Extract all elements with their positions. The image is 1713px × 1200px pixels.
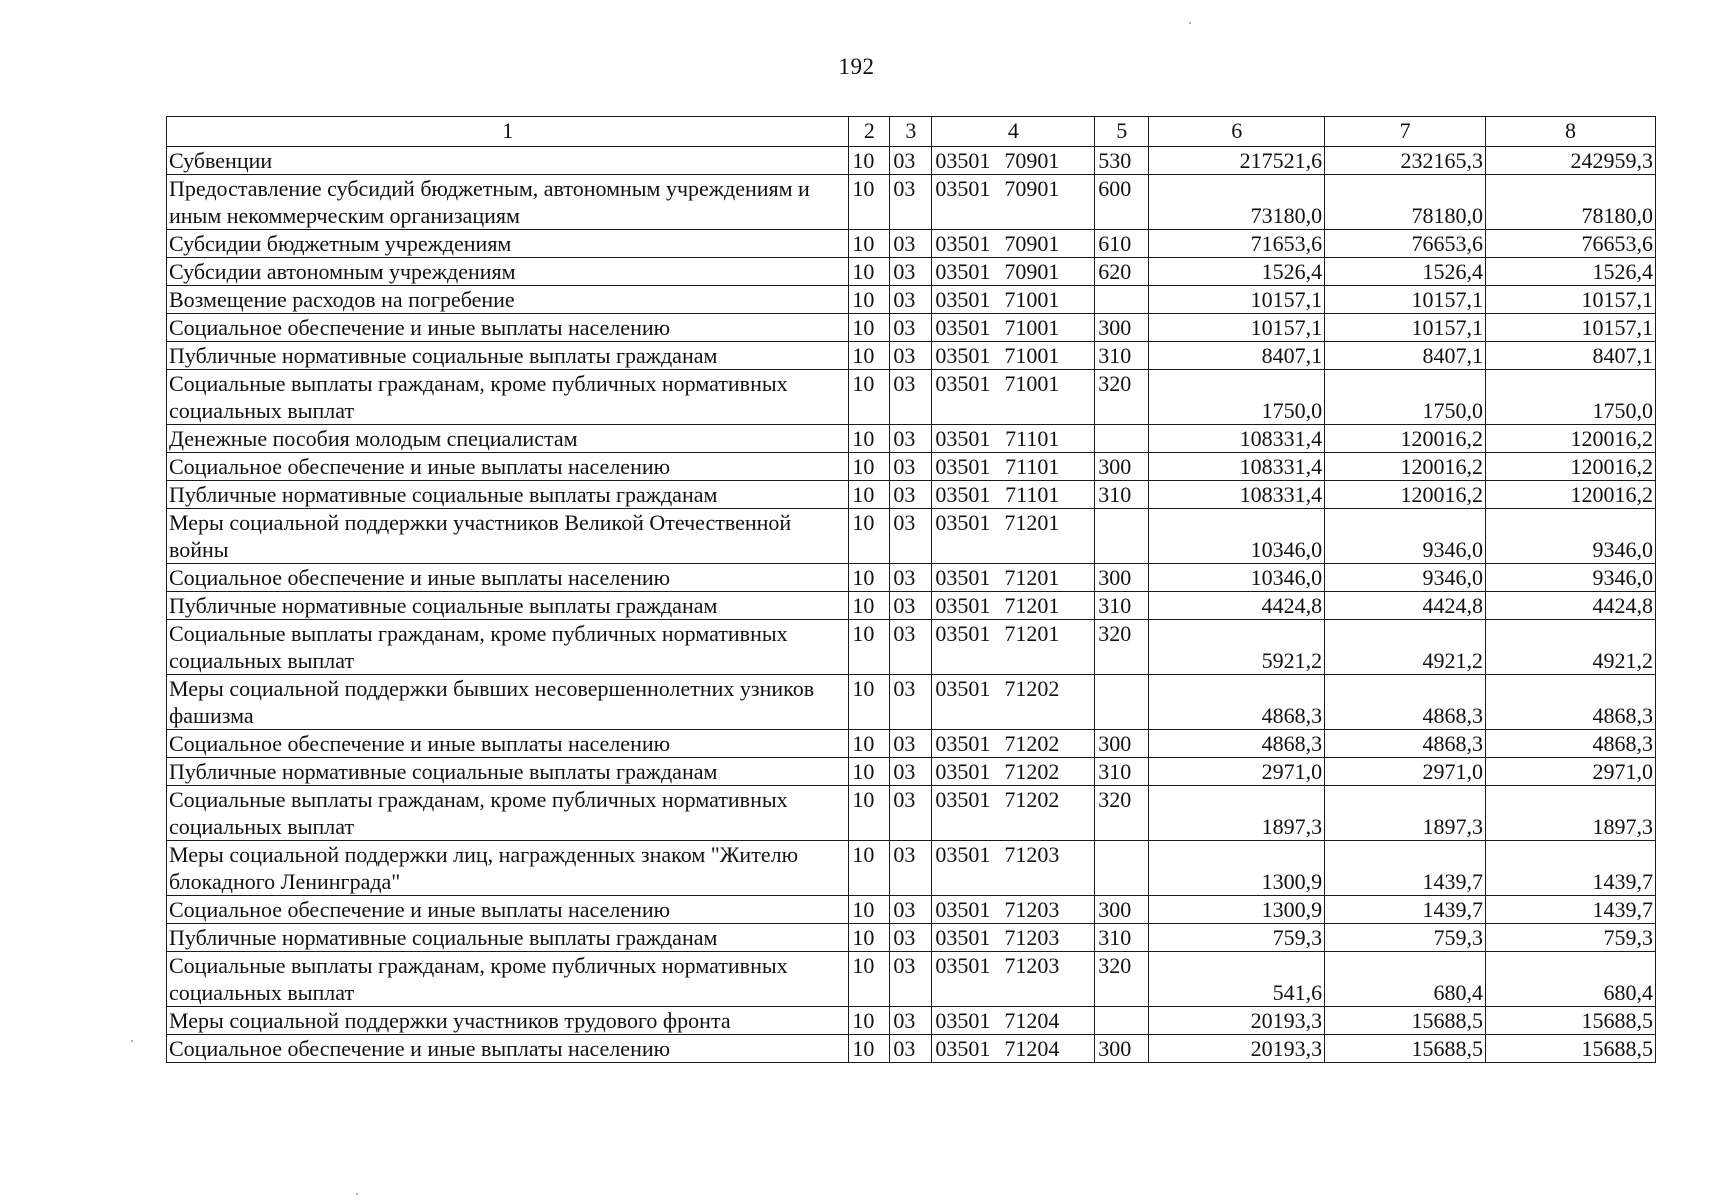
- scan-speck: [1189, 22, 1191, 24]
- direction-code: 71201: [1004, 621, 1060, 646]
- section-code: 10: [849, 425, 890, 453]
- amount-col-8: 76653,6: [1486, 230, 1656, 258]
- table-row: [167, 509, 1656, 564]
- direction-code: 71001: [1004, 287, 1060, 312]
- program-code: 03501: [935, 426, 991, 451]
- amount-col-7: 1439,7: [1325, 841, 1486, 896]
- section-code: 10: [849, 453, 890, 481]
- direction-code: 71201: [1004, 593, 1060, 618]
- amount-col-7: 10157,1: [1325, 314, 1486, 342]
- section-code: 10: [849, 314, 890, 342]
- program-code: 03501: [935, 593, 991, 618]
- target-article-code: [932, 314, 1095, 342]
- row-name: Меры социальной поддержки бывших несовершеннолетних узников фашизма: [167, 675, 849, 730]
- header-col-5: 5: [1095, 117, 1149, 147]
- direction-code: 70901: [1004, 231, 1060, 256]
- expense-type-code: [1095, 1007, 1149, 1035]
- amount-col-8: 1526,4: [1486, 258, 1656, 286]
- table-row: [167, 175, 1656, 230]
- section-code: 10: [849, 481, 890, 509]
- amount-col-8: 120016,2: [1486, 425, 1656, 453]
- subsection-code: 03: [890, 620, 932, 675]
- section-code: 10: [849, 509, 890, 564]
- expense-type-code: 310: [1095, 924, 1149, 952]
- target-article-code: [932, 258, 1095, 286]
- amount-col-6: 71653,6: [1149, 230, 1325, 258]
- program-code: 03501: [935, 482, 991, 507]
- amount-col-6: 73180,0: [1149, 175, 1325, 230]
- program-code: 03501: [935, 259, 991, 284]
- subsection-code: 03: [890, 509, 932, 564]
- row-name: Социальные выплаты гражданам, кроме публичных нормативных социальных выплат: [167, 952, 849, 1007]
- expense-type-code: 320: [1095, 786, 1149, 841]
- target-article-code: [932, 230, 1095, 258]
- direction-code: 71201: [1004, 565, 1060, 590]
- amount-col-8: 10157,1: [1486, 314, 1656, 342]
- amount-col-7: 76653,6: [1325, 230, 1486, 258]
- expense-type-code: [1095, 675, 1149, 730]
- section-code: 10: [849, 952, 890, 1007]
- table-row: [167, 564, 1656, 592]
- program-code: 03501: [935, 565, 991, 590]
- table-row: [167, 314, 1656, 342]
- direction-code: 71204: [1004, 1008, 1060, 1033]
- amount-col-6: 108331,4: [1149, 425, 1325, 453]
- expense-type-code: [1095, 509, 1149, 564]
- amount-col-7: 4868,3: [1325, 675, 1486, 730]
- direction-code: 71204: [1004, 1036, 1060, 1061]
- section-code: 10: [849, 675, 890, 730]
- subsection-code: 03: [890, 896, 932, 924]
- direction-code: 71203: [1004, 897, 1060, 922]
- target-article-code: [932, 175, 1095, 230]
- direction-code: 71202: [1004, 759, 1060, 784]
- subsection-code: 03: [890, 952, 932, 1007]
- target-article-code: [932, 453, 1095, 481]
- subsection-code: 03: [890, 592, 932, 620]
- header-col-1: 1: [167, 117, 849, 147]
- expense-type-code: 300: [1095, 1035, 1149, 1063]
- direction-code: 70901: [1004, 148, 1060, 173]
- table-row: [167, 286, 1656, 314]
- direction-code: 70901: [1004, 176, 1060, 201]
- amount-col-8: 4424,8: [1486, 592, 1656, 620]
- table-row: [167, 342, 1656, 370]
- amount-col-6: 108331,4: [1149, 453, 1325, 481]
- amount-col-8: 1897,3: [1486, 786, 1656, 841]
- row-name: Субсидии бюджетным учреждениям: [167, 230, 849, 258]
- expense-type-code: 310: [1095, 758, 1149, 786]
- table-body: [167, 117, 1656, 1063]
- expense-type-code: 300: [1095, 564, 1149, 592]
- amount-col-7: 1526,4: [1325, 258, 1486, 286]
- expense-type-code: 320: [1095, 370, 1149, 425]
- amount-col-7: 9346,0: [1325, 564, 1486, 592]
- row-name: Субсидии автономным учреждениям: [167, 258, 849, 286]
- amount-col-6: 217521,6: [1149, 147, 1325, 175]
- amount-col-7: 1897,3: [1325, 786, 1486, 841]
- amount-col-8: 242959,3: [1486, 147, 1656, 175]
- amount-col-6: 759,3: [1149, 924, 1325, 952]
- amount-col-6: 1750,0: [1149, 370, 1325, 425]
- target-article-code: [932, 1007, 1095, 1035]
- target-article-code: [932, 786, 1095, 841]
- direction-code: 71101: [1005, 482, 1060, 507]
- subsection-code: 03: [890, 175, 932, 230]
- program-code: 03501: [935, 371, 991, 396]
- expense-type-code: 310: [1095, 342, 1149, 370]
- target-article-code: [932, 592, 1095, 620]
- target-article-code: [932, 758, 1095, 786]
- table-row: [167, 453, 1656, 481]
- section-code: 10: [849, 786, 890, 841]
- amount-col-7: 4868,3: [1325, 730, 1486, 758]
- subsection-code: 03: [890, 370, 932, 425]
- page-number: 192: [838, 54, 875, 79]
- row-name: Социальное обеспечение и иные выплаты населению: [167, 730, 849, 758]
- expense-type-code: [1095, 841, 1149, 896]
- row-name: Меры социальной поддержки участников трудового фронта: [167, 1007, 849, 1035]
- target-article-code: [932, 286, 1095, 314]
- amount-col-6: 1897,3: [1149, 786, 1325, 841]
- table-row: [167, 370, 1656, 425]
- program-code: 03501: [935, 315, 991, 340]
- target-article-code: [932, 425, 1095, 453]
- amount-col-6: 1300,9: [1149, 896, 1325, 924]
- amount-col-7: 120016,2: [1325, 425, 1486, 453]
- target-article-code: [932, 924, 1095, 952]
- direction-code: 70901: [1004, 259, 1060, 284]
- section-code: 10: [849, 1007, 890, 1035]
- amount-col-6: 2971,0: [1149, 758, 1325, 786]
- table-row: [167, 230, 1656, 258]
- expense-type-code: 320: [1095, 952, 1149, 1007]
- table-row: [167, 924, 1656, 952]
- target-article-code: [932, 147, 1095, 175]
- amount-col-6: 4868,3: [1149, 730, 1325, 758]
- header-col-7: 7: [1325, 117, 1486, 147]
- row-name: Меры социальной поддержки лиц, награжденных знаком "Жителю блокадного Ленинграда": [167, 841, 849, 896]
- table-row: [167, 620, 1656, 675]
- amount-col-7: 232165,3: [1325, 147, 1486, 175]
- program-code: 03501: [935, 510, 991, 535]
- header-col-3: 3: [890, 117, 932, 147]
- amount-col-7: 120016,2: [1325, 453, 1486, 481]
- program-code: 03501: [935, 676, 991, 701]
- row-name: Публичные нормативные социальные выплаты гражданам: [167, 924, 849, 952]
- budget-table: [166, 116, 1656, 1063]
- amount-col-8: 15688,5: [1486, 1007, 1656, 1035]
- amount-col-8: 120016,2: [1486, 481, 1656, 509]
- amount-col-7: 4424,8: [1325, 592, 1486, 620]
- program-code: 03501: [935, 925, 991, 950]
- target-article-code: [932, 675, 1095, 730]
- amount-col-7: 680,4: [1325, 952, 1486, 1007]
- row-name: Публичные нормативные социальные выплаты гражданам: [167, 592, 849, 620]
- row-name: Предоставление субсидий бюджетным, автономным учреждениям и иным некоммерческим организациям: [167, 175, 849, 230]
- subsection-code: 03: [890, 286, 932, 314]
- amount-col-6: 1300,9: [1149, 841, 1325, 896]
- amount-col-6: 20193,3: [1149, 1007, 1325, 1035]
- amount-col-8: 1439,7: [1486, 896, 1656, 924]
- subsection-code: 03: [890, 924, 932, 952]
- expense-type-code: 530: [1095, 147, 1149, 175]
- subsection-code: 03: [890, 758, 932, 786]
- subsection-code: 03: [890, 481, 932, 509]
- direction-code: 71001: [1004, 343, 1060, 368]
- section-code: 10: [849, 230, 890, 258]
- section-code: 10: [849, 258, 890, 286]
- direction-code: 71202: [1004, 787, 1060, 812]
- expense-type-code: 300: [1095, 314, 1149, 342]
- direction-code: 71001: [1004, 371, 1060, 396]
- amount-col-6: 20193,3: [1149, 1035, 1325, 1063]
- target-article-code: [932, 841, 1095, 896]
- scan-speck: [356, 1193, 358, 1195]
- target-article-code: [932, 481, 1095, 509]
- section-code: 10: [849, 1035, 890, 1063]
- target-article-code: [932, 509, 1095, 564]
- target-article-code: [932, 342, 1095, 370]
- expense-type-code: 610: [1095, 230, 1149, 258]
- scan-speck: [131, 1040, 133, 1042]
- row-name: Денежные пособия молодым специалистам: [167, 425, 849, 453]
- table-row: [167, 730, 1656, 758]
- amount-col-6: 10157,1: [1149, 286, 1325, 314]
- program-code: 03501: [935, 953, 991, 978]
- table-row: [167, 675, 1656, 730]
- amount-col-7: 10157,1: [1325, 286, 1486, 314]
- subsection-code: 03: [890, 730, 932, 758]
- row-name: Социальное обеспечение и иные выплаты населению: [167, 896, 849, 924]
- header-col-2: 2: [849, 117, 890, 147]
- subsection-code: 03: [890, 675, 932, 730]
- amount-col-6: 10346,0: [1149, 564, 1325, 592]
- row-name: Возмещение расходов на погребение: [167, 286, 849, 314]
- direction-code: 71101: [1005, 454, 1060, 479]
- program-code: 03501: [935, 842, 991, 867]
- row-name: Социальное обеспечение и иные выплаты населению: [167, 453, 849, 481]
- row-name: Публичные нормативные социальные выплаты гражданам: [167, 481, 849, 509]
- amount-col-7: 15688,5: [1325, 1035, 1486, 1063]
- amount-col-8: 680,4: [1486, 952, 1656, 1007]
- expense-type-code: 300: [1095, 730, 1149, 758]
- subsection-code: 03: [890, 453, 932, 481]
- row-name: Социальное обеспечение и иные выплаты населению: [167, 1035, 849, 1063]
- direction-code: 71202: [1004, 676, 1060, 701]
- table-row: [167, 896, 1656, 924]
- target-article-code: [932, 620, 1095, 675]
- program-code: 03501: [935, 454, 991, 479]
- row-name: Социальные выплаты гражданам, кроме публичных нормативных социальных выплат: [167, 620, 849, 675]
- section-code: 10: [849, 175, 890, 230]
- amount-col-6: 541,6: [1149, 952, 1325, 1007]
- amount-col-6: 8407,1: [1149, 342, 1325, 370]
- subsection-code: 03: [890, 841, 932, 896]
- program-code: 03501: [935, 759, 991, 784]
- subsection-code: 03: [890, 1007, 932, 1035]
- subsection-code: 03: [890, 425, 932, 453]
- section-code: 10: [849, 592, 890, 620]
- amount-col-8: 4868,3: [1486, 675, 1656, 730]
- amount-col-6: 4868,3: [1149, 675, 1325, 730]
- row-name: Социальные выплаты гражданам, кроме публичных нормативных социальных выплат: [167, 370, 849, 425]
- table-row: [167, 592, 1656, 620]
- amount-col-8: 1750,0: [1486, 370, 1656, 425]
- section-code: 10: [849, 758, 890, 786]
- program-code: 03501: [935, 897, 991, 922]
- amount-col-7: 759,3: [1325, 924, 1486, 952]
- expense-type-code: 310: [1095, 481, 1149, 509]
- table-row: [167, 758, 1656, 786]
- expense-type-code: [1095, 425, 1149, 453]
- amount-col-8: 4921,2: [1486, 620, 1656, 675]
- amount-col-7: 15688,5: [1325, 1007, 1486, 1035]
- amount-col-8: 759,3: [1486, 924, 1656, 952]
- row-name: Социальные выплаты гражданам, кроме публичных нормативных социальных выплат: [167, 786, 849, 841]
- direction-code: 71201: [1004, 510, 1060, 535]
- direction-code: 71001: [1004, 315, 1060, 340]
- section-code: 10: [849, 286, 890, 314]
- amount-col-6: 10346,0: [1149, 509, 1325, 564]
- program-code: 03501: [935, 787, 991, 812]
- target-article-code: [932, 730, 1095, 758]
- direction-code: 71203: [1004, 842, 1060, 867]
- subsection-code: 03: [890, 314, 932, 342]
- expense-type-code: 320: [1095, 620, 1149, 675]
- expense-type-code: 600: [1095, 175, 1149, 230]
- subsection-code: 03: [890, 564, 932, 592]
- target-article-code: [932, 564, 1095, 592]
- program-code: 03501: [935, 1008, 991, 1033]
- amount-col-7: 2971,0: [1325, 758, 1486, 786]
- amount-col-8: 2971,0: [1486, 758, 1656, 786]
- header-col-4: 4: [932, 117, 1095, 147]
- table-row: [167, 952, 1656, 1007]
- amount-col-8: 9346,0: [1486, 509, 1656, 564]
- amount-col-6: 4424,8: [1149, 592, 1325, 620]
- program-code: 03501: [935, 287, 991, 312]
- expense-type-code: 310: [1095, 592, 1149, 620]
- program-code: 03501: [935, 621, 991, 646]
- target-article-code: [932, 896, 1095, 924]
- amount-col-6: 108331,4: [1149, 481, 1325, 509]
- program-code: 03501: [935, 231, 991, 256]
- row-name: Социальное обеспечение и иные выплаты населению: [167, 564, 849, 592]
- section-code: 10: [849, 370, 890, 425]
- table-row: [167, 786, 1656, 841]
- table-header-row: [167, 117, 1656, 147]
- amount-col-6: 1526,4: [1149, 258, 1325, 286]
- amount-col-7: 4921,2: [1325, 620, 1486, 675]
- table-row: [167, 841, 1656, 896]
- amount-col-8: 9346,0: [1486, 564, 1656, 592]
- section-code: 10: [849, 841, 890, 896]
- amount-col-7: 9346,0: [1325, 509, 1486, 564]
- amount-col-7: 120016,2: [1325, 481, 1486, 509]
- row-name: Социальное обеспечение и иные выплаты населению: [167, 314, 849, 342]
- table-row: [167, 481, 1656, 509]
- table-row: [167, 425, 1656, 453]
- section-code: 10: [849, 564, 890, 592]
- amount-col-8: 15688,5: [1486, 1035, 1656, 1063]
- header-col-8: 8: [1486, 117, 1656, 147]
- subsection-code: 03: [890, 230, 932, 258]
- expense-type-code: 300: [1095, 453, 1149, 481]
- row-name: Публичные нормативные социальные выплаты гражданам: [167, 758, 849, 786]
- amount-col-7: 1439,7: [1325, 896, 1486, 924]
- subsection-code: 03: [890, 786, 932, 841]
- row-name: Публичные нормативные социальные выплаты гражданам: [167, 342, 849, 370]
- target-article-code: [932, 952, 1095, 1007]
- amount-col-8: 1439,7: [1486, 841, 1656, 896]
- section-code: 10: [849, 147, 890, 175]
- direction-code: 71101: [1005, 426, 1060, 451]
- direction-code: 71203: [1004, 953, 1060, 978]
- expense-type-code: 620: [1095, 258, 1149, 286]
- program-code: 03501: [935, 343, 991, 368]
- amount-col-7: 1750,0: [1325, 370, 1486, 425]
- program-code: 03501: [935, 148, 991, 173]
- expense-type-code: [1095, 286, 1149, 314]
- program-code: 03501: [935, 731, 991, 756]
- target-article-code: [932, 370, 1095, 425]
- direction-code: 71202: [1004, 731, 1060, 756]
- amount-col-8: 4868,3: [1486, 730, 1656, 758]
- row-name: Меры социальной поддержки участников Великой Отечественной войны: [167, 509, 849, 564]
- amount-col-8: 120016,2: [1486, 453, 1656, 481]
- section-code: 10: [849, 924, 890, 952]
- table-row: [167, 258, 1656, 286]
- target-article-code: [932, 1035, 1095, 1063]
- section-code: 10: [849, 730, 890, 758]
- amount-col-7: 8407,1: [1325, 342, 1486, 370]
- row-name: Субвенции: [167, 147, 849, 175]
- direction-code: 71203: [1004, 925, 1060, 950]
- amount-col-8: 8407,1: [1486, 342, 1656, 370]
- header-col-6: 6: [1149, 117, 1325, 147]
- expense-type-code: 300: [1095, 896, 1149, 924]
- amount-col-8: 78180,0: [1486, 175, 1656, 230]
- amount-col-7: 78180,0: [1325, 175, 1486, 230]
- program-code: 03501: [935, 176, 991, 201]
- table-row: [167, 147, 1656, 175]
- amount-col-6: 10157,1: [1149, 314, 1325, 342]
- amount-col-8: 10157,1: [1486, 286, 1656, 314]
- section-code: 10: [849, 342, 890, 370]
- section-code: 10: [849, 896, 890, 924]
- subsection-code: 03: [890, 147, 932, 175]
- subsection-code: 03: [890, 258, 932, 286]
- section-code: 10: [849, 620, 890, 675]
- subsection-code: 03: [890, 342, 932, 370]
- table-row: [167, 1007, 1656, 1035]
- table-row: [167, 1035, 1656, 1063]
- subsection-code: 03: [890, 1035, 932, 1063]
- program-code: 03501: [935, 1036, 991, 1061]
- amount-col-6: 5921,2: [1149, 620, 1325, 675]
